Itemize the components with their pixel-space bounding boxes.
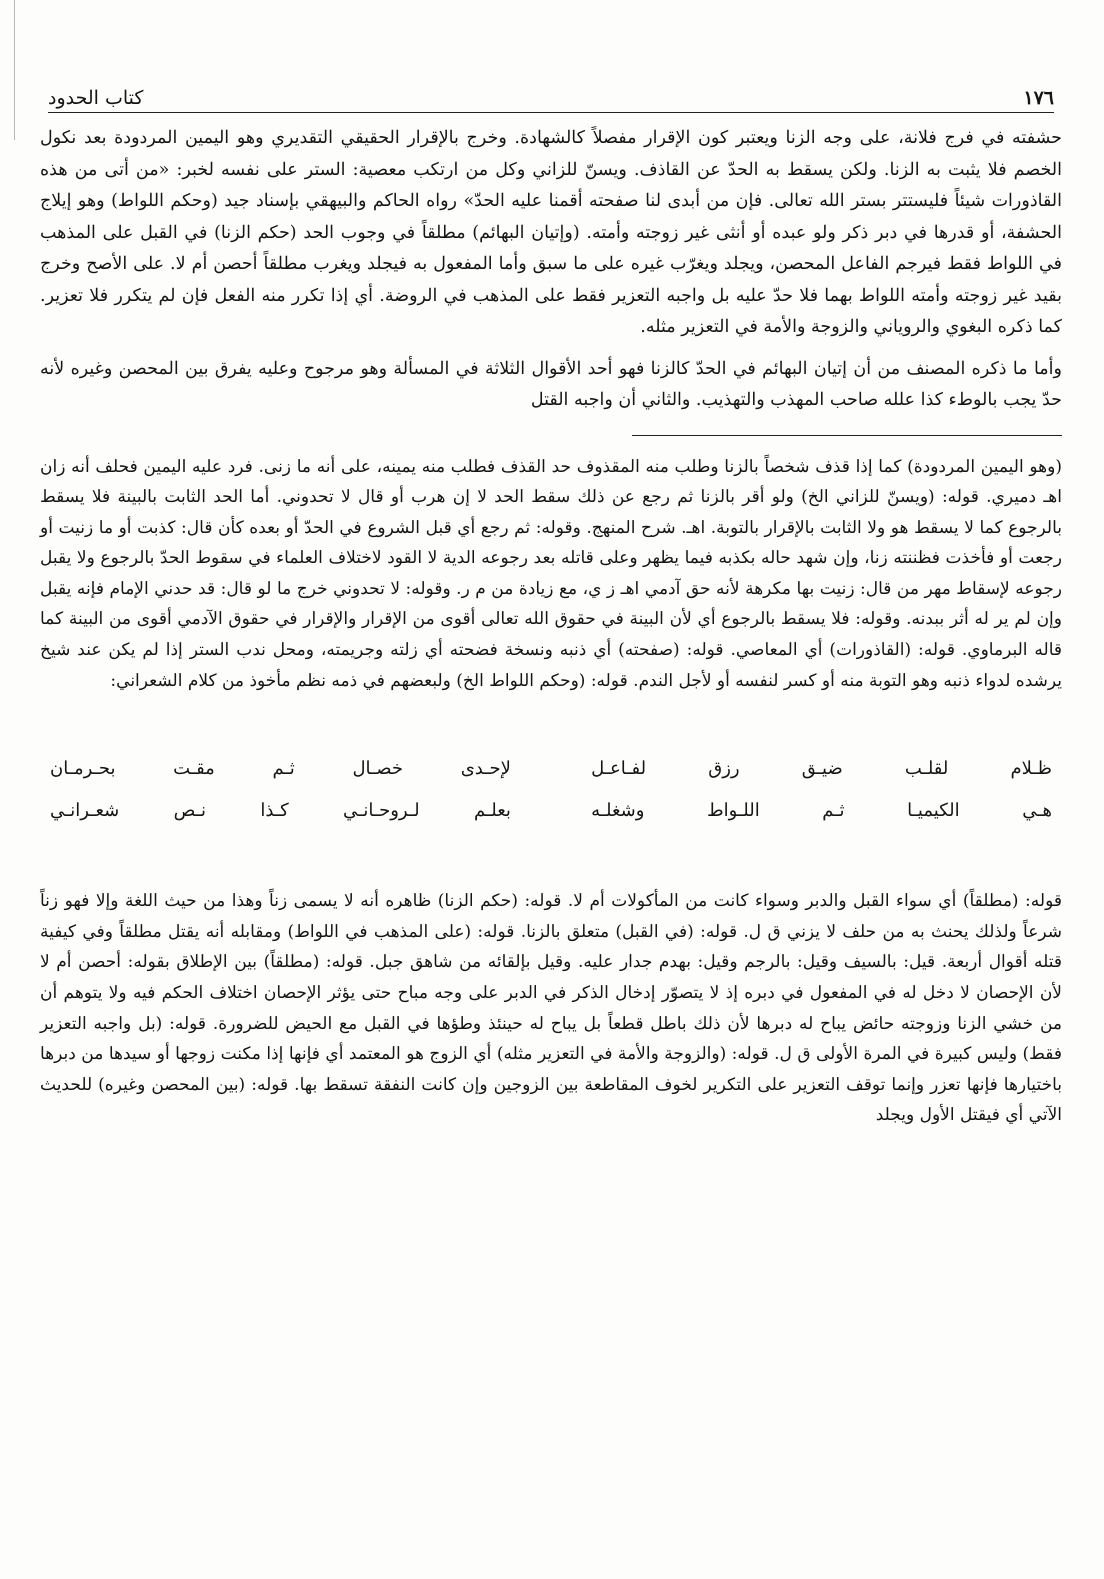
commentary-block: (وهو اليمين المردودة) كما إذا قذف شخصاً بالزنا وطلب منه المقذوف حد القذف فطلب منه يمينه، على أنه ما زنى. فرد عليه اليمين فحلف أنه زان اهـ دميري. قوله: (ويسنّ للزاني الخ) ولو أقر بالزنا ثم رجع عن ذلك سقط الحد لا إن هرب أو قال لا تحدوني. أما الحد الثابت بالبينة فلا يسقط بالرجوع كما لا يسقط هو ولا الثابت بالإقرار بالتوبة. اهـ. شرح المنهج. وقوله: ثم رجع أي قبل الشروع في الحدّ أو بعده كأن قال: كذبت أو ما زنيت أو رجعت أو فأخذت فظننته زنا، وإن شهد حاله بكذبه فيما يظهر وعلى قاتله بعد رجوعه الدية لا القود لاختلاف العلماء في سقوط الحدّ بالرجوع ولا يقبل رجوعه لإسقاط مهر من قال: زنيت بها مكرهة لأنه حق آدمي اهـ ز ي، مع زيادة من م ر. وقوله: لا تحدوني خرج ما لو قال: قد حدني الإمام فإنه يقبل وإن لم ير له أثر ببدنه. وقوله: فلا يسقط بالرجوع أي لأن البينة في حقوق الله تعالى أقوى من الإقرار والإقرار في حقوق الآدمي أقوى من البينة كما قاله البرماوي. قوله: (القاذورات) أي المعاصي. قوله: (صفحته) أي ذنبه ونسخة فضحته أي زلته وجريمته، ومحل ندب الستر إذا لم يكن عند شيخ يرشده لدواء ذنبه وهو التوبة منه أو كسر لنفسه أو لأجل الندم. قوله: (وحكم اللواط الخ) ولبعضهم في ذمه نظم مأخوذ من كلام الشعراني: (40, 456, 1062, 691)
page-number: ١٧٦ (1023, 87, 1054, 109)
main-paragraph: حشفته في فرج فلانة، على وجه الزنا ويعتبر كون الإقرار مفصلاً كالشهادة. وخرج بالإقرار الحقيقي التقديري وهو اليمين المردودة بعد نكول الخصم فلا يثبت به الزنا. ولكن يسقط به الحدّ عن القاذف. ويسنّ للزاني وكل من ارتكب معصية: الستر على نفسه لخبر: «من أتى من هذه القاذورات شيئاً فليستتر بستر الله تعالى. فإن من أبدى لنا صفحته أقمنا عليه الحدّ» رواه الحاكم والبيهقي بإسناد جيد (وحكم اللواط) وهو إيلاج الحشفة، أو قدرها في دبر ذكر ولو عبده أو أنثى غير زوجته وأمته. (وإتيان البهائم) مطلقاً في وجوب الحد (حكم الزنا) في القبل على المذهب في اللواط فقط فيرجم الفاعل المحصن، ويجلد ويغرّب غيره على ما سبق وأما المفعول به فيجلد ويغرب مطلقاً أحصن أم لا. على الأصح وخرج بقيد غير زوجته وأمته اللواط بهما فلا حدّ عليه بل واجبه التعزير فقط على المذهب في الروضة. أي إذا تكرر منه الفعل فإن لم يتكرر فلا تعزير. كما ذكره البغوي والروياني والزوجة والأمة في التعزير مثله. (40, 128, 1062, 337)
page-header (48, 78, 1054, 113)
footnote-divider (632, 435, 1062, 436)
verse-first-hemistich: هـي الكيميـا ثـم اللـواط وشغلـه (591, 800, 1052, 822)
commentary (40, 452, 1062, 1132)
main-text (40, 123, 1062, 417)
poem-verse (50, 748, 1052, 790)
main-paragraph: وأما ما ذكره المصنف من أن إتيان البهائم في الحدّ كالزنا فهو أحد الأقوال الثلاثة في المسألة وهو مرجوح وعليه يفرق بين المحصن وغيره لأنه حدّ يجب بالوطء كذا علله صاحب المهذب والتهذيب. والثاني أن واجبه القتل (40, 358, 1062, 410)
poem (50, 748, 1052, 832)
page-edge-mark (0, 0, 15, 140)
verse-first-hemistich: ظـلام لقلـب ضيـق رزق لفـاعـل (591, 758, 1052, 780)
book-title: كتاب الحدود (48, 87, 144, 109)
book-page (40, 78, 1062, 1133)
verse-second-hemistich: بعلـم لـروحـانـي كـذا نـص شعـرانـي (50, 800, 511, 822)
poem-verse (50, 790, 1052, 832)
verse-second-hemistich: لإحـدى خصـال ثـم مقـت بحـرمـان (50, 758, 511, 780)
commentary-block: قوله: (مطلقاً) أي سواء القبل والدبر وسواء كانت من المأكولات أم لا. قوله: (حكم الزنا) ظاهره أنه لا يسمى زناً وهذا من حيث اللغة وإلا فهو زناً شرعاً ولذلك يحنث به من حلف لا يزني ق ل. قوله: (في القبل) متعلق بالزنا. قوله: (على المذهب في اللواط) ومقابله أنه يقتل مطلقاً وفي كيفية قتله أقوال أربعة. قيل: بالسيف وقيل: بالرجم وقيل: بهدم جدار عليه. وقيل بإلقائه من شاهق جبل. قوله: (مطلقاً) بين الإطلاق بقوله: أحصن أم لا لأن الإحصان لا دخل له في المفعول في دبره إذ لا يتصوّر إدخال الذكر في الدبر على وجه مباح حتى يؤثر الإحصان اختلاف الحكم فيه ولا يتوهم أن من خشي الزنا وزوجته حائض يباح له دبرها لأن ذلك باطل قطعاً بل يباح له حينئذ وطؤها في القبل مع الحيض للضرورة. قوله: (بل واجبه التعزير فقط) وليس كبيرة في المرة الأولى ق ل. قوله: (والزوجة والأمة في التعزير مثله) أي الزوج هو المعتمد أي فإنها إذا مكنت زوجها أو سيدها من دبرها باختيارها فإنها تعزر وإنما توقف التعزير على التكرير لخوف المقاطعة بين الزوجين وإن كانت النفقة تسقط بها. قوله: (بين المحصن وغيره) للحديث الآتي أي فيقتل الأول ويجلد (40, 891, 1062, 1126)
